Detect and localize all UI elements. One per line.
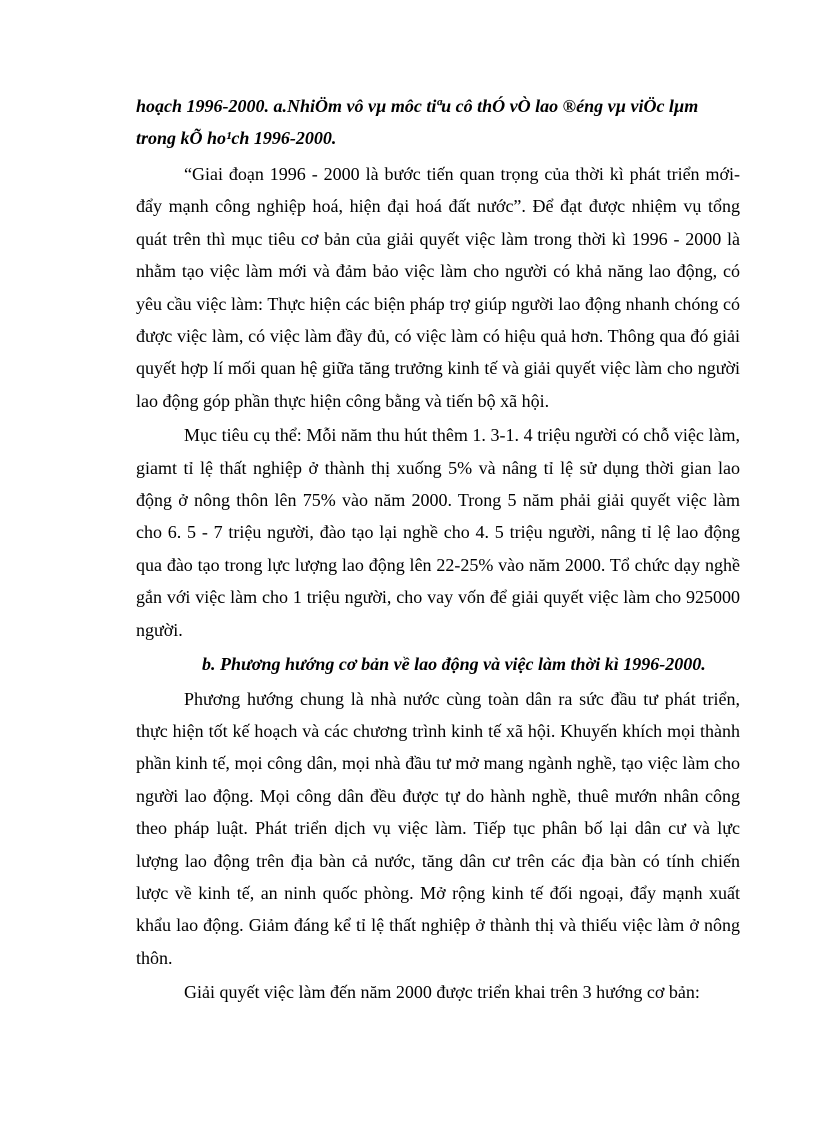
section-heading-a-line2: trong kÕ ho¹ch 1996-2000. (136, 128, 337, 148)
paragraph-specific-goals: Mục tiêu cụ thể: Mỗi năm thu hút thêm 1. 3-1. 4 triệu người có chỗ việc làm, giamt tỉ lệ thất nghiệp ở thành thị xuống 5% và nâng tỉ lệ sử dụng thời gian lao động ở nông thôn lên 75% vào năm 2000. Trong 5 năm phải giải quyết việc làm cho 6. 5 - 7 triệu người, đào tạo lại nghề cho 4. 5 triệu người, nâng tỉ lệ lao động qua đào tạo trong lực lượng lao động lên 22-25% vào năm 2000. Tổ chức dạy nghề gắn với việc làm cho 1 triệu người, cho vay vốn để giải quyết việc làm cho 925000 người. (136, 425, 740, 640)
paragraph-three-directions: Giải quyết việc làm đến năm 2000 được triển khai trên 3 hướng cơ bản: (184, 982, 700, 1003)
section-heading-a-line1: hoạch 1996-2000. a.NhiÖm vô vµ môc tiªu cô thÓ vÒ lao ®éng vµ viÖc lµm (136, 96, 699, 116)
paragraph-overview: “Giai đoạn 1996 - 2000 là bước tiến quan trọng của thời kì phát triển mới- đẩy mạnh công nghiệp hoá, hiện đại hoá đất nước”. Để đạt được nhiệm vụ tổng quát trên thì mục tiêu cơ bản của giải quyết việc làm trong thời kì 1996 - 2000 là nhằm tạo việc làm mới và đảm bảo việc làm cho người có khả năng lao động, có yêu cầu việc làm: Thực hiện các biện pháp trợ giúp người lao động nhanh chóng có được việc làm, có việc làm đầy đủ, có việc làm có hiệu quả hơn. Thông qua đó giải quyết hợp lí mối quan hệ giữa tăng trưởng kinh tế và giải quyết việc làm cho người lao động góp phần thực hiện công bằng và tiến bộ xã hội. (136, 164, 740, 411)
section-heading-a (136, 90, 740, 154)
section-heading-b: b. Phương hướng cơ bản về lao động và việc làm thời kì 1996-2000. (202, 654, 706, 675)
paragraph-general-direction: Phương hướng chung là nhà nước cùng toàn dân ra sức đầu tư phát triển, thực hiện tốt kế hoạch và các chương trình kinh tế xã hội. Khuyến khích mọi thành phần kinh tế, mọi công dân, mọi nhà đầu tư mở mang ngành nghề, tạo việc làm cho người lao động. Mọi công dân đều được tự do hành nghề, thuê mướn nhân công theo pháp luật. Phát triển dịch vụ việc làm. Tiếp tục phân bố lại dân cư và lực lượng lao động trên địa bàn cả nước, tăng dân cư trên các địa bàn có tính chiến lược về kinh tế, an ninh quốc phòng. Mở rộng kinh tế đối ngoại, đẩy mạnh xuất khẩu lao động. Giảm đáng kể tỉ lệ thất nghiệp ở thành thị và thiếu việc làm ở nông thôn. (136, 688, 740, 968)
document-body (136, 90, 740, 1009)
